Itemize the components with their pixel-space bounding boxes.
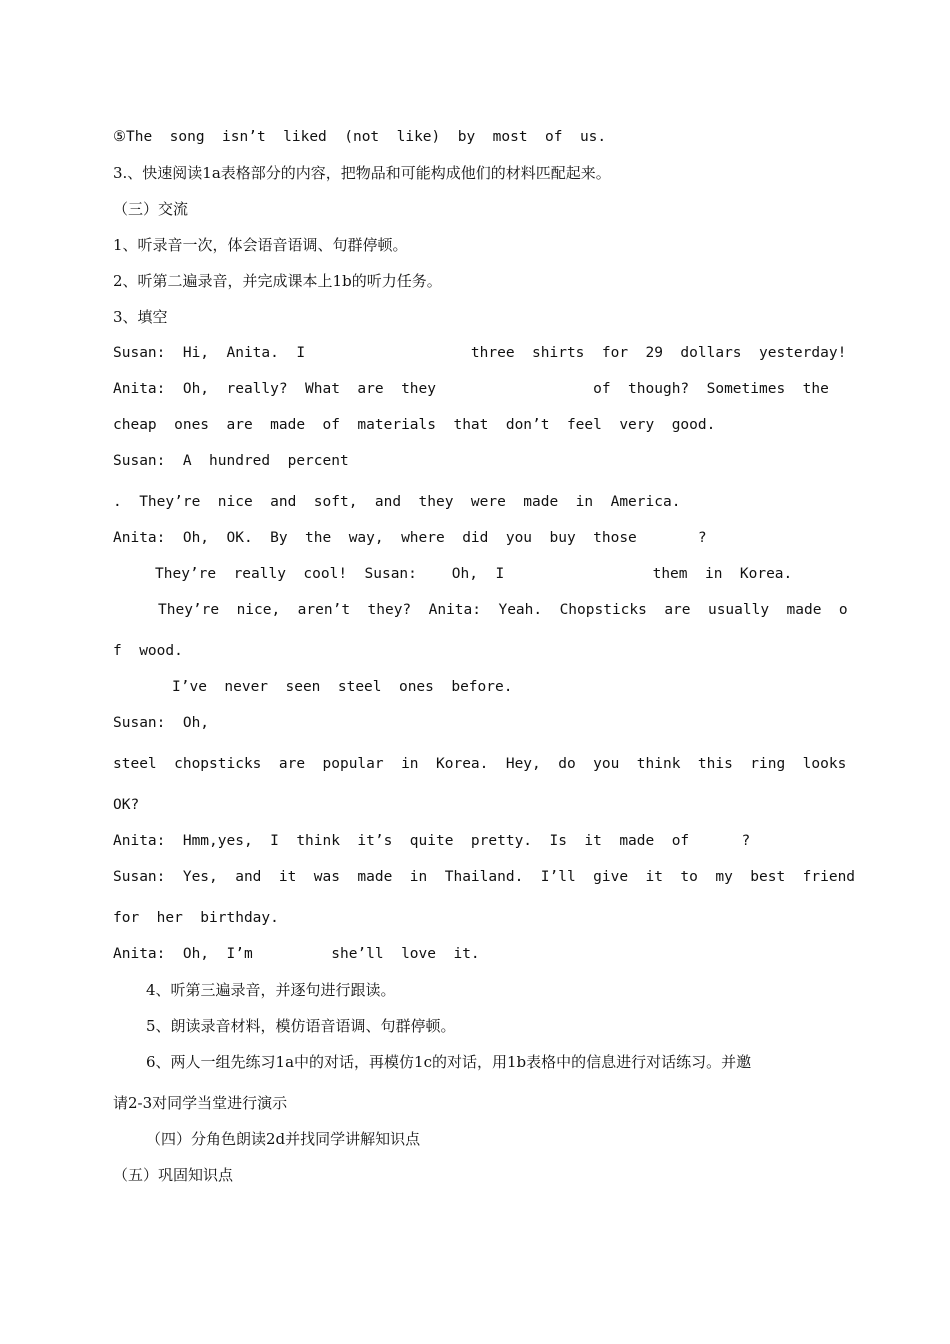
- dialogue-line: Susan: Oh,: [113, 715, 210, 731]
- dialogue-line: Anita: Hmm,yes, I think it’s quite pretty. Is it made of ?: [113, 833, 751, 849]
- section-heading: （三）交流: [113, 200, 189, 218]
- dialogue-line: They’re really cool! Susan: Oh, I them in Korea.: [155, 566, 793, 582]
- section-heading: （四）分角色朗读2d并找同学讲解知识点: [146, 1130, 421, 1148]
- dialogue-line: Susan: Hi, Anita. I three shirts for 29 dollars yesterday!: [113, 345, 847, 361]
- text-line: 3.、快速阅读1a表格部分的内容，把物品和可能构成他们的材料匹配起来。: [113, 164, 611, 182]
- dialogue-line: Anita: Oh, I’m she’ll love it.: [113, 946, 480, 962]
- text-line: 3、填空: [113, 308, 168, 326]
- dialogue-line: steel chopsticks are popular in Korea. Hey, do you think this ring looks: [113, 756, 847, 772]
- dialogue-line: Susan: A hundred percent: [113, 453, 349, 469]
- text-line: 4、听第三遍录音，并逐句进行跟读。: [146, 981, 396, 999]
- text-line: 1、听录音一次，体会语音语调、句群停顿。: [113, 236, 408, 254]
- dialogue-line: I’ve never seen steel ones before.: [172, 679, 513, 695]
- text-line: 请2-3对同学当堂进行演示: [113, 1094, 288, 1112]
- text-line: 2、听第二遍录音，并完成课本上1b的听力任务。: [113, 272, 442, 290]
- dialogue-line: Susan: Yes, and it was made in Thailand. I’ll give it to my best friend: [113, 869, 856, 885]
- dialogue-line: . They’re nice and soft, and they were made in America.: [113, 494, 681, 510]
- dialogue-line: Anita: Oh, really? What are they of though? Sometimes the: [113, 381, 829, 397]
- section-heading: （五）巩固知识点: [113, 1166, 234, 1184]
- dialogue-line: Anita: Oh, OK. By the way, where did you buy those ?: [113, 530, 707, 546]
- dialogue-line: They’re nice, aren’t they? Anita: Yeah. Chopsticks are usually made o: [158, 602, 848, 618]
- dialogue-line: OK?: [113, 797, 140, 813]
- text-line: 5、朗读录音材料，模仿语音语调、句群停顿。: [146, 1017, 456, 1035]
- dialogue-line: f wood.: [113, 643, 183, 659]
- text-line: ⑤The song isn’t liked (not like) by most of us.: [113, 129, 607, 145]
- text-line: 6、两人一组先练习1a中的对话，再模仿1c的对话，用1b表格中的信息进行对话练习。并邀: [146, 1053, 752, 1071]
- dialogue-line: for her birthday.: [113, 910, 279, 926]
- dialogue-line: cheap ones are made of materials that don’t feel very good.: [113, 417, 716, 433]
